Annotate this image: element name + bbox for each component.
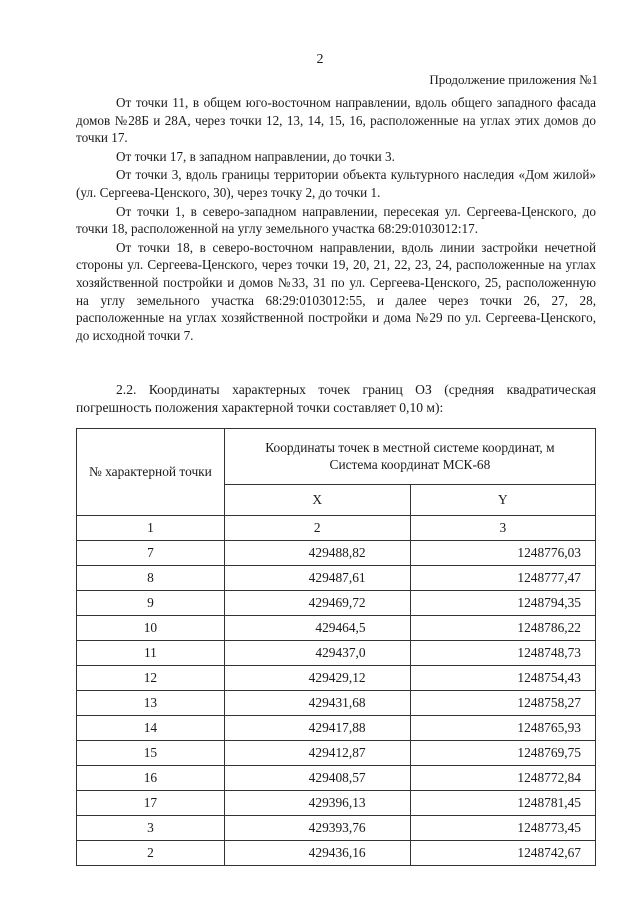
x-coordinate: 429429,12 <box>224 666 410 691</box>
y-coordinate: 1248776,03 <box>410 541 595 566</box>
x-coordinate: 429396,13 <box>224 791 410 816</box>
point-number: 2 <box>77 841 225 866</box>
boundary-description <box>76 94 596 344</box>
table-row <box>77 791 596 816</box>
table-row <box>77 541 596 566</box>
header-coords-line1: Координаты точек в местной системе координат, м <box>265 440 555 456</box>
header-point-number: № характерной точки <box>77 429 225 516</box>
point-number: 17 <box>77 791 225 816</box>
y-coordinate: 1248765,93 <box>410 716 595 741</box>
x-coordinate: 429487,61 <box>224 566 410 591</box>
table-row <box>77 741 596 766</box>
table-row <box>77 841 596 866</box>
table-header-row <box>77 429 596 485</box>
point-number: 11 <box>77 641 225 666</box>
index-cell: 1 <box>77 516 225 541</box>
point-number: 13 <box>77 691 225 716</box>
x-coordinate: 429412,87 <box>224 741 410 766</box>
paragraph: От точки 17, в западном направлении, до точки 3. <box>116 148 395 164</box>
y-coordinate: 1248742,67 <box>410 841 595 866</box>
table-row <box>77 691 596 716</box>
x-coordinate: 429437,0 <box>224 641 410 666</box>
paragraph: От точки 1, в северо-западном направлении, пересекая ул. Сергеева-Ценского, до точки 18, расположенной на углу земельного участка 68:29:0103012:17. <box>76 203 596 237</box>
y-coordinate: 1248777,47 <box>410 566 595 591</box>
y-coordinate: 1248769,75 <box>410 741 595 766</box>
x-coordinate: 429393,76 <box>224 816 410 841</box>
header-y: Y <box>410 484 595 515</box>
table-row <box>77 591 596 616</box>
header-coordinate-system <box>224 429 595 485</box>
table-row <box>77 816 596 841</box>
point-number: 3 <box>77 816 225 841</box>
x-coordinate: 429464,5 <box>224 616 410 641</box>
y-coordinate: 1248758,27 <box>410 691 595 716</box>
y-coordinate: 1248786,22 <box>410 616 595 641</box>
table-row <box>77 616 596 641</box>
paragraph: От точки 3, вдоль границы территории объекта культурного наследия «Дом жилой» (ул. Сергеева-Ценского, 30), через точку 2, до точки 1. <box>76 167 596 200</box>
x-coordinate: 429408,57 <box>224 766 410 791</box>
header-x: X <box>224 484 410 515</box>
table-row <box>77 641 596 666</box>
paragraph: От точки 11, в общем юго-восточном направлении, вдоль общего западного фасада домов №28Б и 28А, через точки 12, 13, 14, 15, 16, расположенные на углах этих домов до точки 17. <box>76 95 596 146</box>
point-number: 15 <box>77 741 225 766</box>
table-row <box>77 666 596 691</box>
paragraph: От точки 18, в северо-восточном направлении, вдоль линии застройки нечетной стороны ул. Сергеева-Ценского, через точки 19, 20, 21, 22, 23, 24, расположенные на углах хозяйственной постройки и домов №33, 31 по ул. Сергеева-Ценского, 25, расположенную на углу земельного участка 68:29:0103012:55, и далее через точки 26, 27, 28, расположенные на углах хозяйственной постройки и дома №29 по ул. Сергеева-Ценского, до исходной точки 7. <box>76 239 596 343</box>
x-coordinate: 429436,16 <box>224 841 410 866</box>
index-cell: 2 <box>224 516 410 541</box>
point-number: 7 <box>77 541 225 566</box>
index-cell: 3 <box>410 516 595 541</box>
y-coordinate: 1248754,43 <box>410 666 595 691</box>
table-row <box>77 766 596 791</box>
page-number: 2 <box>316 52 324 67</box>
coordinates-table <box>76 428 596 866</box>
appendix-label: Продолжение приложения №1 <box>429 72 598 87</box>
table-row <box>77 566 596 591</box>
table-row <box>77 716 596 741</box>
index-row <box>77 516 596 541</box>
point-number: 14 <box>77 716 225 741</box>
header-coords-line2: Система координат МСК-68 <box>329 457 491 473</box>
y-coordinate: 1248773,45 <box>410 816 595 841</box>
x-coordinate: 429431,68 <box>224 691 410 716</box>
x-coordinate: 429488,82 <box>224 541 410 566</box>
y-coordinate: 1248781,45 <box>410 791 595 816</box>
point-number: 10 <box>77 616 225 641</box>
point-number: 9 <box>77 591 225 616</box>
point-number: 12 <box>77 666 225 691</box>
x-coordinate: 429469,72 <box>224 591 410 616</box>
x-coordinate: 429417,88 <box>224 716 410 741</box>
y-coordinate: 1248794,35 <box>410 591 595 616</box>
y-coordinate: 1248772,84 <box>410 766 595 791</box>
point-number: 16 <box>77 766 225 791</box>
point-number: 8 <box>77 566 225 591</box>
y-coordinate: 1248748,73 <box>410 641 595 666</box>
section-heading: 2.2. Координаты характерных точек границ ОЗ (средняя квадратическая погрешность положения характерной точки составляет 0,10 м): <box>76 382 596 415</box>
